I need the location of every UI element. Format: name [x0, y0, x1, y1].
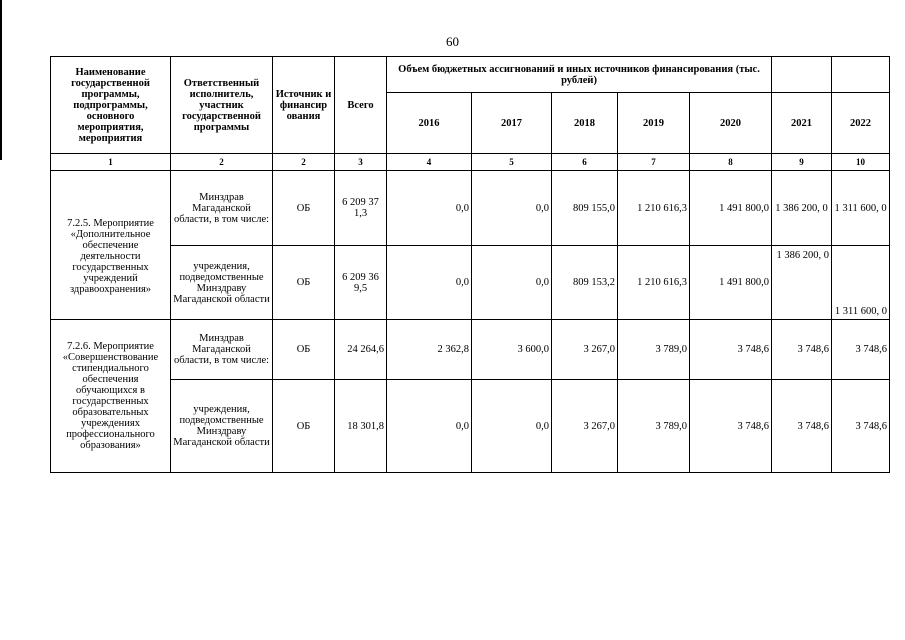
table-row — [51, 246, 890, 320]
value-cell: 3 748,6 — [690, 380, 772, 473]
executor-cell: Минздрав Магаданской области, в том числе: — [171, 320, 273, 380]
header-volume-extra-2 — [832, 57, 890, 93]
value-cell: 3 748,6 — [772, 320, 832, 380]
header-total: Всего — [335, 57, 387, 154]
column-number: 2 — [171, 154, 273, 171]
table-row — [51, 380, 890, 473]
value-cell: 3 267,0 — [552, 320, 618, 380]
source-cell: ОБ — [273, 320, 335, 380]
header-year: 2022 — [832, 93, 890, 154]
header-executor: Ответственный исполнитель, участник государственной программы — [171, 57, 273, 154]
column-number: 2 — [273, 154, 335, 171]
value-cell: 3 267,0 — [552, 380, 618, 473]
header-year: 2018 — [552, 93, 618, 154]
column-number: 10 — [832, 154, 890, 171]
header-name: Наименование государственной программы, подпрограммы, основного мероприятия, мероприятия — [51, 57, 171, 154]
value-cell: 3 600,0 — [472, 320, 552, 380]
value-cell: 3 748,6 — [832, 320, 890, 380]
executor-cell: Минздрав Магаданской области, в том числе: — [171, 171, 273, 246]
value-cell: 0,0 — [472, 246, 552, 320]
page-edge-line — [0, 0, 2, 160]
value-cell: 3 789,0 — [618, 380, 690, 473]
table-row — [51, 320, 890, 380]
measure-name: 7.2.6. Мероприятие «Совершенствование стипендиального обеспечения обучающихся в государственных образовательных учреждениях профессионального образования» — [51, 320, 171, 473]
column-number: 5 — [472, 154, 552, 171]
column-number: 1 — [51, 154, 171, 171]
value-cell: 1 311 600, 0 — [832, 171, 890, 246]
header-year: 2021 — [772, 93, 832, 154]
value-cell: 0,0 — [472, 171, 552, 246]
column-number: 7 — [618, 154, 690, 171]
executor-cell: учреждения, подведомственные Минздраву Магаданской области — [171, 380, 273, 473]
column-number: 6 — [552, 154, 618, 171]
value-cell: 3 748,6 — [772, 380, 832, 473]
value-cell: 0,0 — [387, 246, 472, 320]
value-cell: 0,0 — [387, 171, 472, 246]
source-cell: ОБ — [273, 246, 335, 320]
value-cell: 3 748,6 — [690, 320, 772, 380]
value-cell: 1 210 616,3 — [618, 171, 690, 246]
value-cell: 1 491 800,0 — [690, 246, 772, 320]
value-cell: 1 491 800,0 — [690, 171, 772, 246]
value-cell: 3 748,6 — [832, 380, 890, 473]
total-cell: 24 264,6 — [335, 320, 387, 380]
header-year: 2017 — [472, 93, 552, 154]
value-cell: 3 789,0 — [618, 320, 690, 380]
value-cell: 1 386 200, 0 — [772, 171, 832, 246]
value-cell: 1 311 600, 0 — [832, 246, 890, 320]
header-year: 2016 — [387, 93, 472, 154]
value-cell: 809 155,0 — [552, 171, 618, 246]
header-volume-extra-1 — [772, 57, 832, 93]
source-cell: ОБ — [273, 380, 335, 473]
header-source: Источник и финансир ования — [273, 57, 335, 154]
total-cell: 6 209 36 9,5 — [335, 246, 387, 320]
value-cell: 1 386 200, 0 — [772, 246, 832, 320]
header-year: 2019 — [618, 93, 690, 154]
page-number: 60 — [446, 34, 459, 49]
total-cell: 6 209 37 1,3 — [335, 171, 387, 246]
value-cell: 1 210 616,3 — [618, 246, 690, 320]
column-number: 9 — [772, 154, 832, 171]
column-number: 4 — [387, 154, 472, 171]
value-cell: 2 362,8 — [387, 320, 472, 380]
header-year: 2020 — [690, 93, 772, 154]
value-cell: 0,0 — [472, 380, 552, 473]
table-row — [51, 171, 890, 246]
executor-cell: учреждения, подведомственные Минздраву Магаданской области — [171, 246, 273, 320]
source-cell: ОБ — [273, 171, 335, 246]
header-volume: Объем бюджетных ассигнований и иных источников финансирования (тыс. рублей) — [387, 57, 772, 93]
total-cell: 18 301,8 — [335, 380, 387, 473]
value-cell: 809 153,2 — [552, 246, 618, 320]
budget-table — [50, 56, 890, 473]
measure-name: 7.2.5. Мероприятие «Дополнительное обеспечение деятельности государственных учреждений здравоохранения» — [51, 171, 171, 320]
column-number: 3 — [335, 154, 387, 171]
column-number: 8 — [690, 154, 772, 171]
value-cell: 0,0 — [387, 380, 472, 473]
